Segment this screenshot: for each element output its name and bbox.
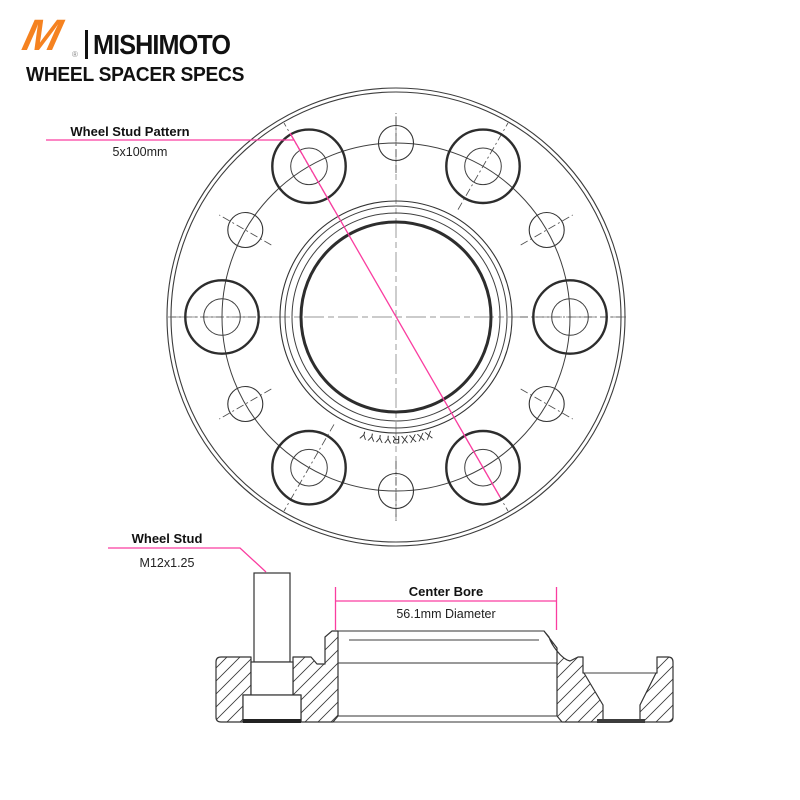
wheel-stud [243,573,301,723]
stud-head-seat [243,719,301,723]
wheel-stud-label: Wheel Stud [131,531,203,546]
callout-center-bore [336,584,557,630]
wheel-stud-value: M12x1.25 [139,556,195,570]
stud-pattern-value: 5x100mm [112,145,168,159]
callout-stud-pattern [46,124,294,159]
callout-wheel-stud [108,531,266,572]
top-view [167,88,626,546]
countersink-seat [597,719,645,723]
registered-mark: ® [72,50,78,59]
bore-far-wall [332,631,557,716]
plate-right-chunk [640,657,673,722]
stud-head [243,695,301,721]
plate-mid-right-chunk [544,631,603,722]
stud-knurl [251,662,293,695]
stud-shaft [254,573,290,662]
stud-pattern-label: Wheel Stud Pattern [70,124,190,139]
center-bore-value: 56.1mm Diameter [396,607,496,621]
page-title: WHEEL SPACER SPECS [26,64,245,86]
engraving-text: XXXXRYYYY [358,427,434,445]
center-bore-label: Center Bore [408,584,484,599]
mishimoto-m-icon: M [18,11,65,60]
brand-name: MISHIMOTO [93,29,231,60]
